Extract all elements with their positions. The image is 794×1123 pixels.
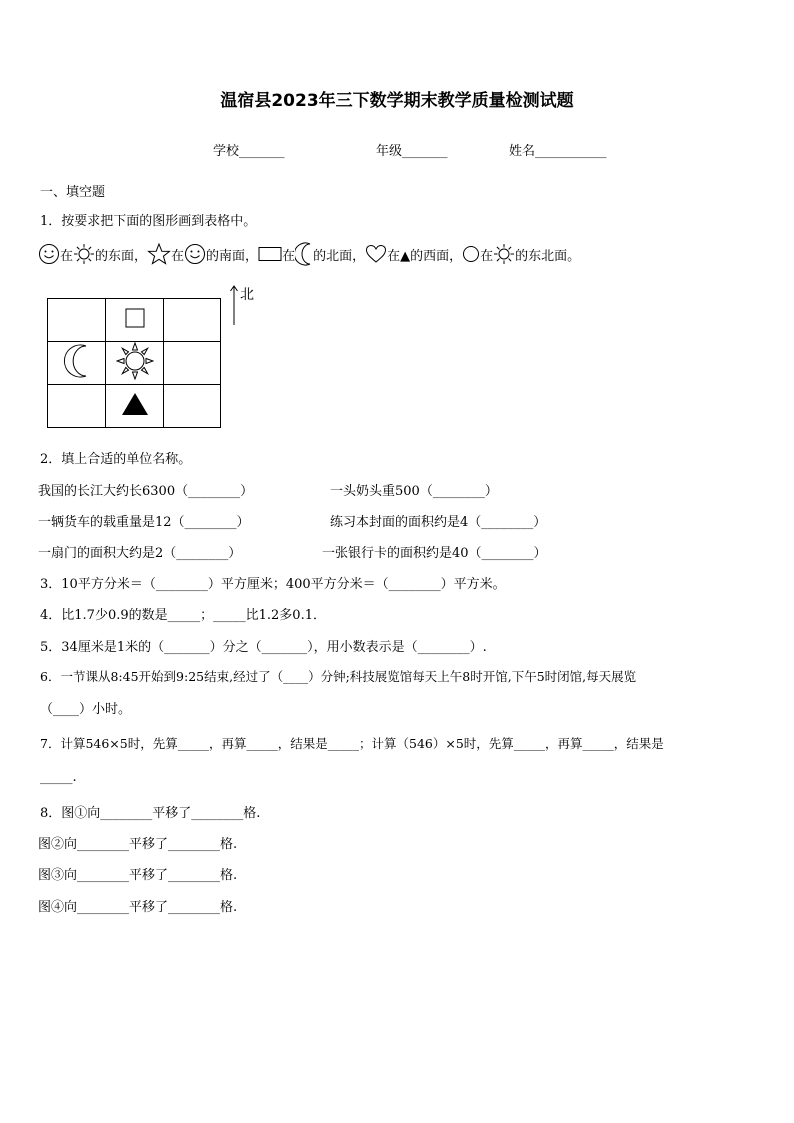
circle-icon	[462, 245, 480, 263]
question-1-instructions	[38, 242, 580, 266]
q2-item-f: 一张银行卡的面积约是40（________）	[322, 546, 547, 561]
grid-cell	[164, 385, 221, 428]
question-1: 1．按要求把下面的图形画到表格中。	[40, 214, 257, 229]
north-label: 北	[240, 287, 254, 303]
text-north: 的北面，	[313, 248, 366, 264]
grade-field: 年级_______	[376, 144, 448, 159]
position-grid	[47, 298, 221, 428]
heart-icon	[365, 244, 387, 264]
grid-cell	[164, 299, 221, 342]
text-in: 在	[282, 248, 296, 264]
question-7-line-1: 7．计算546×5时，先算_____，再算_____，结果是_____；计算（546）×5时，先算_____，再算_____，结果是	[40, 736, 664, 751]
rectangle-icon	[258, 246, 282, 262]
sun-icon	[73, 243, 95, 265]
q2-item-d: 练习本封面的面积约是4（________）	[330, 515, 547, 530]
q2-item-a: 我国的长江大约长6300（________）	[38, 484, 254, 499]
triangle-icon	[121, 392, 149, 416]
smiley-icon	[38, 243, 60, 265]
square-icon	[125, 308, 145, 328]
text-east: 的东面，	[95, 248, 148, 264]
moon-icon	[295, 242, 313, 266]
question-3: 3．10平方分米＝（________）平方厘米；400平方分米＝（________）平方米。	[40, 577, 506, 592]
grid-cell	[105, 385, 163, 428]
star-icon	[147, 243, 171, 265]
grid-cell	[105, 299, 163, 342]
question-6-line-1: 6．一节课从8:45开始到9:25结束,经过了（____）分钟;科技展览馆每天上午8时开馆,下午5时闭馆,每天展览	[40, 669, 637, 684]
grid-cell	[105, 342, 163, 385]
north-indicator	[229, 284, 254, 326]
q2-item-e: 一扇门的面积大约是2（________）	[38, 546, 242, 561]
question-2: 2．填上合适的单位名称。	[40, 452, 192, 467]
section-heading: 一、填空题	[40, 185, 106, 200]
text-northeast: 的东北面。	[515, 248, 581, 264]
sun-icon	[493, 243, 515, 265]
text-west: ▲的西面，	[400, 248, 463, 264]
name-field: 姓名___________	[509, 144, 607, 159]
question-8-line-1: 8．图①向________平移了________格.	[40, 806, 261, 821]
text-south: 的南面，	[206, 248, 259, 264]
grid-cell	[48, 342, 106, 385]
question-6-line-2: （____）小时。	[40, 702, 132, 717]
text-in: 在	[171, 248, 185, 264]
school-field: 学校_______	[213, 144, 285, 159]
q2-item-b: 一头奶头重500（________）	[330, 484, 498, 499]
moon-icon	[62, 344, 90, 378]
grid-cell	[164, 342, 221, 385]
sun-icon	[116, 342, 154, 380]
question-4: 4．比1.7少0.9的数是_____；_____比1.2多0.1．	[40, 608, 326, 623]
grid-cell	[48, 299, 106, 342]
north-arrow-icon	[229, 284, 239, 326]
text-in: 在	[480, 248, 494, 264]
question-8-line-2: 图②向________平移了________格.	[38, 837, 238, 852]
grid-cell	[48, 385, 106, 428]
text-in: 在	[387, 248, 401, 264]
page-title: 温宿县2023年三下数学期末教学质量检测试题	[220, 91, 574, 111]
question-8-line-3: 图③向________平移了________格.	[38, 868, 238, 883]
question-7-line-2: _____.	[40, 770, 77, 785]
text-in: 在	[60, 248, 74, 264]
q2-item-c: 一辆货车的载重量是12（________）	[38, 515, 250, 530]
smiley-icon	[184, 243, 206, 265]
question-5: 5．34厘米是1米的（_______）分之（_______），用小数表示是（________）.	[40, 640, 487, 655]
question-8-line-4: 图④向________平移了________格.	[38, 900, 238, 915]
